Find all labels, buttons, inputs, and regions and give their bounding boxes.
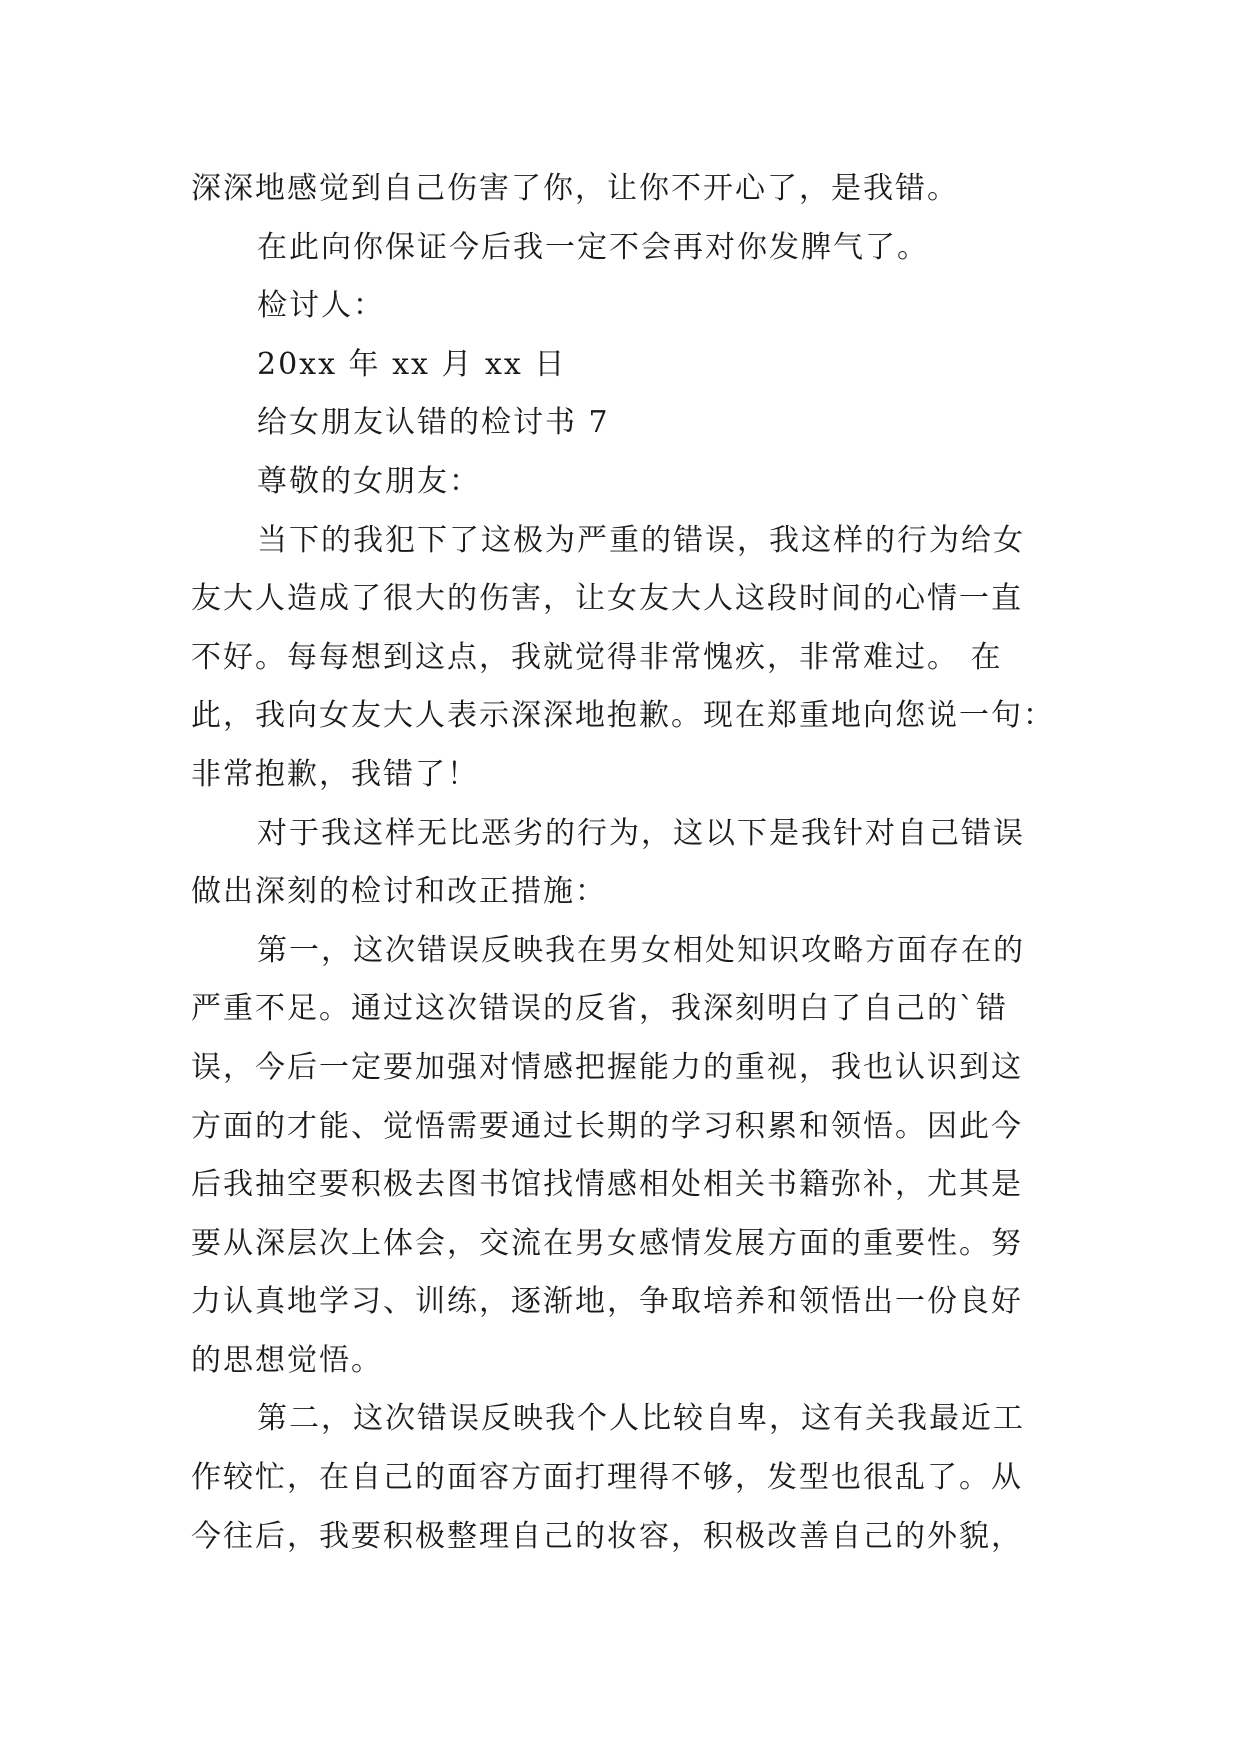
text-line: 后我抽空要积极去图书馆找情感相处相关书籍弥补，尤其是 [191,1167,1023,1203]
section-title: 给女朋友认错的检讨书 7 [257,405,610,441]
text-line: 第二，这次错误反映我个人比较自卑，这有关我最近工 [257,1401,1025,1437]
text-line: 此，我向女友大人表示深深地抱歉。现在郑重地向您说一句： [191,698,1055,734]
text-line: 当下的我犯下了这极为严重的错误，我这样的行为给女 [257,522,1025,558]
text-line: 在此向你保证今后我一定不会再对你发脾气了。 [257,229,929,265]
text-line: 不好。每每想到这点，我就觉得非常愧疚，非常难过。 在 [191,639,1003,675]
text-line: 对于我这样无比恶劣的行为，这以下是我针对自己错误 [257,815,1025,851]
text-line: 要从深层次上体会，交流在男女感情发展方面的重要性。努 [191,1225,1023,1261]
text-line: 深深地感觉到自己伤害了你，让你不开心了，是我错。 [191,171,959,206]
salutation: 尊敬的女朋友： [257,463,481,499]
text-line: 非常抱歉，我错了！ [191,756,479,792]
date-line: 20xx 年 xx 月 xx 日 [257,346,567,382]
text-line: 力认真地学习、训练，逐渐地，争取培养和领悟出一份良好 [191,1284,1023,1320]
text-line: 作较忙，在自己的面容方面打理得不够，发型也很乱了。从 [191,1460,1023,1496]
text-line: 方面的才能、觉悟需要通过长期的学习积累和领悟。因此今 [191,1108,1023,1144]
text-line: 第一，这次错误反映我在男女相处知识攻略方面存在的 [257,932,1025,968]
document-body [191,160,1061,1566]
text-line: 做出深刻的检讨和改正措施： [191,874,607,910]
text-line: 友大人造成了很大的伤害，让女友大人这段时间的心情一直 [191,581,1023,617]
signature-label: 检讨人： [257,288,385,324]
text-line: 今往后，我要积极整理自己的妆容，积极改善自己的外貌， [191,1518,1023,1554]
text-line: 误，今后一定要加强对情感把握能力的重视，我也认识到这 [191,1049,1023,1085]
text-line: 的思想觉悟。 [191,1342,383,1378]
text-line: 严重不足。通过这次错误的反省，我深刻明白了自己的`错 [191,991,1008,1027]
